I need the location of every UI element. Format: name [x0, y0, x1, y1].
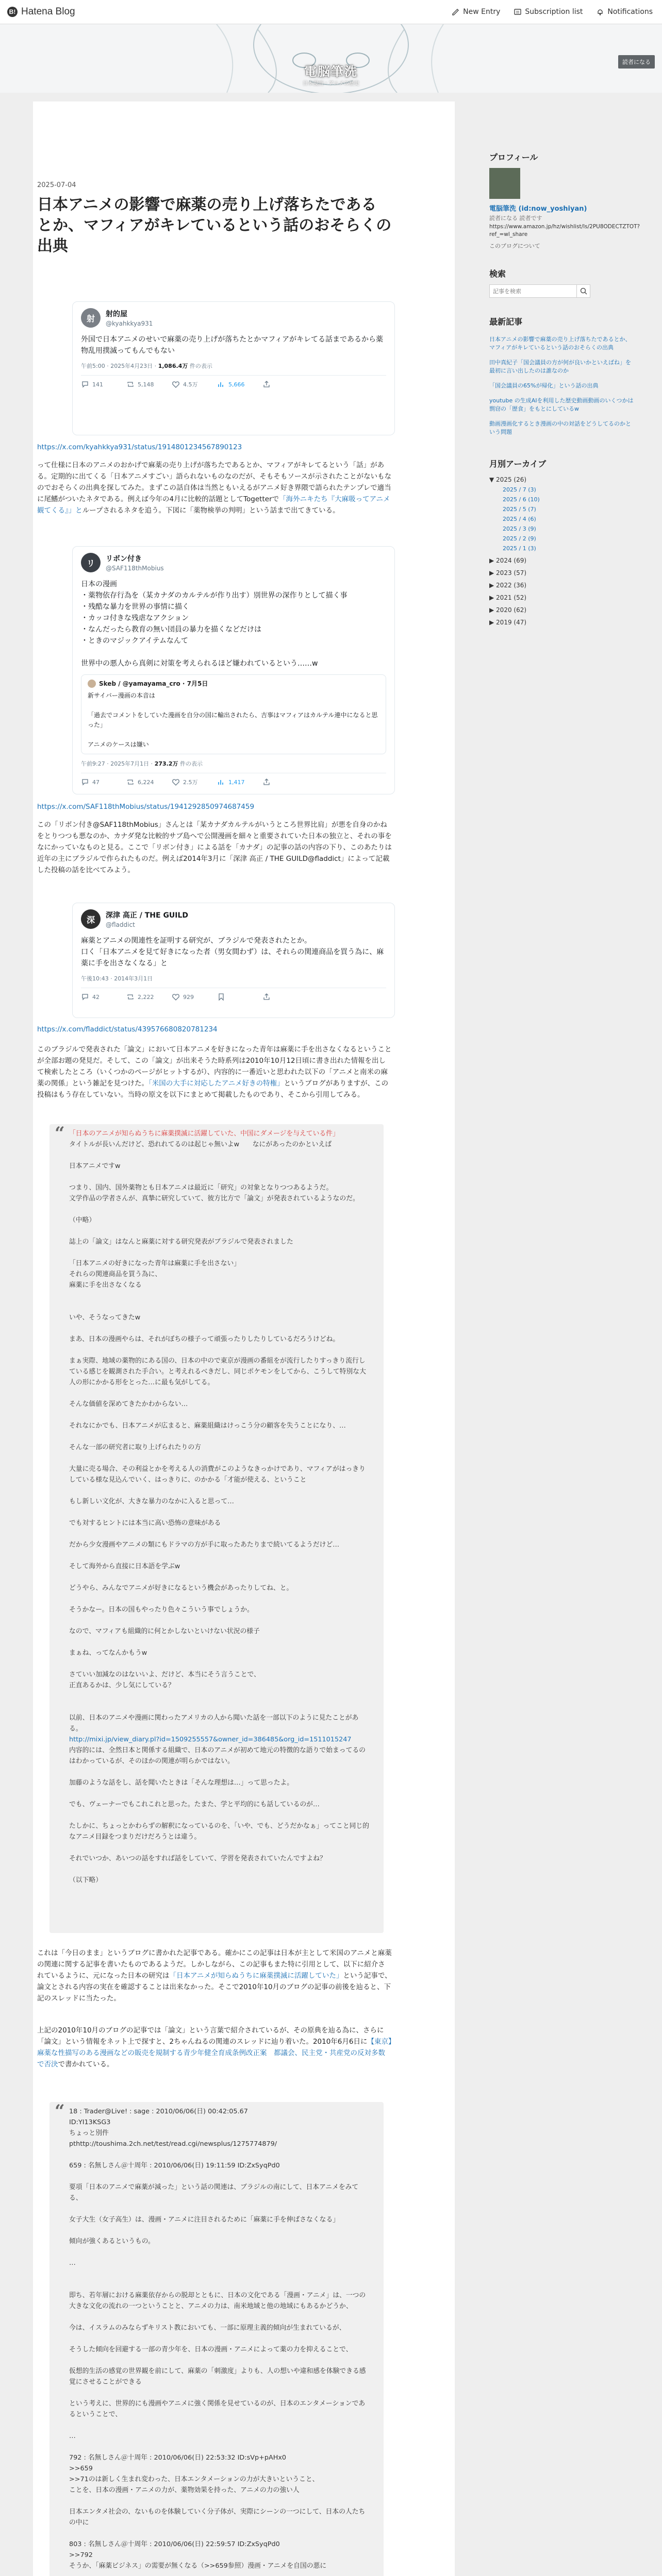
quote-mark-icon: “ [55, 2102, 65, 2122]
views-button[interactable] [217, 380, 262, 388]
chart-icon [217, 778, 225, 786]
archive-month-link[interactable]: 2025 / 1 (3) [503, 545, 536, 552]
tweet-url-2[interactable]: https://x.com/SAF118thMobius/status/1941292850974687459 [37, 803, 255, 811]
blockquote-text [69, 1128, 371, 1886]
recent-entries-module [489, 315, 634, 440]
brand-name: Hatena Blog [21, 6, 75, 17]
quote-highlight: 「日本のアニメが知らぬうちに麻薬撲滅に活躍していた、中国にダメージを与えている件」 [69, 1130, 339, 1138]
bell-icon [596, 8, 604, 16]
tweet-views: 1,086.4万 [158, 363, 188, 369]
blog-link[interactable]: 「米国の大手に対応したアニメ好きの特権」 [148, 1079, 284, 1088]
like-count: 2.5万 [183, 779, 198, 786]
tweet-meta [81, 974, 386, 982]
tweet-url-3[interactable]: https://x.com/fladdict/status/439576680820781234 [37, 1025, 218, 1033]
blog-subtitle: 日本漫画・アニメの歴史 [303, 81, 359, 87]
heart-icon [172, 778, 180, 786]
thread-link[interactable]: 【東京】麻薬な性描写のある漫画などの販売を規制する青少年健全育成条例改正案 都議会、民主党・共産党の反対多数で否決 [37, 2038, 392, 2069]
heart-icon [172, 993, 180, 1001]
paragraph-2 [37, 819, 392, 876]
views-button[interactable] [217, 778, 262, 786]
share-icon [262, 380, 271, 388]
recent-entry[interactable]: 田中真紀子「国会議員の方が何が良いかといえばね」を最初に言い出したのは誰なのか [489, 355, 634, 379]
archive-module [489, 457, 634, 628]
reply-button[interactable] [81, 993, 126, 1001]
recent-title: 最新記事 [489, 317, 523, 327]
tweet-actions [81, 773, 386, 786]
paragraph-text: で書かれている。 [58, 2060, 114, 2069]
like-count: 929 [183, 993, 194, 1001]
retweet-icon [126, 778, 135, 786]
tweet-url-1[interactable]: https://x.com/kyahkkya931/status/1914801234567890123 [37, 443, 242, 451]
tweet-author-handle[interactable]: @fladdict [106, 921, 135, 928]
tweet-views-label: 件の表示 [189, 363, 212, 369]
search-input[interactable] [489, 284, 577, 298]
top-bar [0, 0, 662, 24]
notifications-link[interactable] [596, 8, 653, 16]
archive-year-toggle[interactable]: ▶ 2022 (36) [489, 582, 527, 589]
avatar[interactable]: 深 [81, 909, 101, 929]
archive-year-toggle[interactable]: ▼ 2025 (26) [489, 476, 527, 483]
archive-year-toggle[interactable]: ▶ 2024 (69) [489, 557, 527, 564]
share-button[interactable] [262, 778, 308, 786]
embedded-tweet-3[interactable] [72, 903, 395, 1018]
togetter-link[interactable]: 「海外ニキたち『大麻吸ってアニメ観てくる』」と [37, 495, 390, 515]
paragraph-4 [37, 1947, 392, 2004]
tweet-author-name[interactable]: 深津 高正 / THE GUILD [106, 911, 189, 920]
tweet-text: 外国で日本アニメのせいで麻薬の売り上げが落ちたとかマフィアがキレてる話まであるから薬物乱用撲滅ってもんでもない [81, 335, 384, 355]
chart-icon [217, 380, 225, 388]
profile-module [489, 151, 640, 250]
quote-body: 内容的には、全然日本と関係する組織で、日本のアニメが初めて地元の特徴的な語りで始まってるのはわかっているが、そのほかの関連が明らかではない。 加藤のような話をし、話を聞いたときは「そんな理想は…」って思ったよ。 でも、ヴェーナーでもこれこれと思った。たまた、学と平均的にも話しているのが… たしかに、ちょっとかわらずの解釈になっているのを、「いや、でも、どうだかなぁ」ってこと同じ的なアニメ目録をつまりだけだろうとは違う。 それでいつか、あいつの話をすれば話をしていて、学習を発表されていたんですよね？ （以下略） [69, 1747, 370, 1884]
blockquote-1 [49, 1124, 384, 1933]
paragraph-text: ループされるネタを追う。下図に「薬物検挙の判明」という話まで出てきている。 [82, 506, 340, 515]
archive-month-link[interactable]: 2025 / 6 (10) [503, 496, 540, 503]
archive-year-toggle[interactable]: ▶ 2023 (57) [489, 569, 527, 577]
profile-name[interactable]: 電脳筆洗 (id:now_yoshiyan) [489, 205, 587, 213]
recent-entry[interactable]: 日本アニメの影響で麻薬の売り上げ落ちたであるとか、マフィアがキレているという話のおそらくの出典 [489, 332, 634, 355]
sidebar [489, 151, 640, 645]
paragraph-text: 上記の2010年10月のブログの記事では「論文」という言葉で紹介されているが、その原典を辿る為に、さらに「論文」という情報をネット上で探すと、2ちゃんねるの関連のスレッドに辿り着いた。2010年6月6日に [37, 2026, 384, 2046]
bookmark-button[interactable] [217, 993, 262, 1001]
avatar[interactable]: リ [81, 553, 101, 572]
recent-entry[interactable]: 動画漫画化するとき漫画の中の対話をどうしてるのかという問題 [489, 417, 634, 440]
archive-year-toggle[interactable]: ▶ 2020 (62) [489, 606, 527, 614]
paragraph-text: これは「今日のまま」というブログに書かれた記事である。確かにこの記事は日本が主として米国のアニメと麻薬の関連に関する記事を書いたものであるようだ。しかしながら、この記事もまた特に引用として、以下に紹介されているように、元になった日本の研究は [37, 1949, 392, 1980]
pencil-icon [452, 8, 460, 16]
reply-count: 47 [92, 778, 100, 786]
quoted-tweet[interactable] [81, 674, 386, 754]
paragraph-text: って仕様に日本のアニメのおかげで麻薬の売り上げが落ちたであるとか、マフィアがキレてるという「話」がある。定期的に出てくる「日本アニメすごい」語られないものなのだが、そもそもソースが示されたことがないもなのでおそらくの出典を探してみた。まずこの話自体は当然ともいえるがアニメ好き界隈で語られたテンプレで適当に尾鰭がついたネタである。例えば今年の4月に比較的話題としてTogetterで [37, 461, 392, 503]
reply-icon [81, 380, 89, 388]
profile-description[interactable]: https://www.amazon.jp/hz/wishlist/ls/2PU8ODECTZTOT?ref_=wl_share [489, 224, 640, 238]
search-button[interactable] [577, 284, 590, 298]
archive-month-link[interactable]: 2025 / 2 (9) [503, 535, 536, 542]
paragraph-3 [37, 1044, 392, 1100]
reply-count: 141 [92, 381, 103, 388]
tweet-actions [81, 375, 386, 388]
share-button[interactable] [262, 993, 308, 1001]
tweet-author-name[interactable]: リボン付き [106, 555, 142, 563]
like-button[interactable] [172, 380, 217, 388]
avatar[interactable]: 射 [81, 308, 101, 328]
reply-icon [81, 993, 89, 1001]
like-count: 4.5万 [183, 381, 198, 388]
profile-subscribe[interactable]: 読者になる 読者です [489, 215, 542, 222]
retweet-button[interactable] [126, 993, 172, 1001]
tweet-text: 麻薬とアニメの関連性を証明する研究が、ブラジルで発表されたとか。 口く「日本アニメを見て好きになった者（男女間わず）は、それらの関連商品を買う為に、麻薬に手を出さなくなる」と [81, 937, 384, 968]
retweet-count: 5,148 [138, 381, 154, 388]
hatena-blog-logo[interactable] [7, 6, 75, 18]
subscription-list-link[interactable] [514, 8, 583, 16]
tweet-time[interactable]: 午後10:43 · 2014年3月1日 [81, 975, 153, 982]
tweet-meta [81, 759, 386, 768]
subscribe-button[interactable]: 読者になる [618, 55, 655, 69]
retweet-button[interactable] [126, 778, 172, 786]
archive-year-toggle[interactable]: ▶ 2021 (52) [489, 594, 527, 601]
paragraph-1 [37, 460, 392, 516]
tweet-meta: 午前5:00 · 2025年4月23日 · 1,086.4万 件の表示 [81, 363, 212, 369]
blockquote-2 [49, 2102, 384, 2576]
tweet-time[interactable]: 午前9:27 · 2025年7月1日 · [81, 760, 155, 767]
tweet-text: 日本の漫画 ・薬物依存行為を（某カナダのカルテルが作り出す）別世界の深作りとして描く事 ・残酷な暴力を世界の事情に描く ・カッコ付きな残虐なアクション ・なんだったら教育の無い団員の暴力を描くなどだけは ・ときのマジックアイテムなんて 世界中の悪人から真剣に対策を考えられるほど嫌われているという……w [81, 580, 347, 668]
like-button[interactable] [172, 993, 217, 1001]
entry-title[interactable]: 日本アニメの影響で麻薬の売り上げ落ちたであるとか、マフィアがキレているという話のおそらくの出典 [37, 196, 392, 255]
archive-month-link[interactable]: 2025 / 4 (6) [503, 516, 536, 522]
paragraph-text: このブラジルで発表された「論文」において日本アニメを好きになった青年は麻薬に手を出さなくなるということが全部お題の発見だ。そして、この「論文」が出来そうた時系列は2010年10月12日頃に書き出れた情報を出して検索したところ（いくつかのページがヒットするが）、内容的に一番近いと思われた以下の「アニメと南米の麻薬の関係」という雑記を見つけた。 [37, 1045, 392, 1088]
reply-button[interactable] [81, 380, 126, 388]
notifications-label: Notifications [607, 8, 653, 16]
archive-month-link[interactable]: 2025 / 5 (7) [503, 506, 536, 513]
tweet-time[interactable]: 午前5:00 · 2025年4月23日 [81, 363, 153, 369]
hatena-icon: B! [7, 7, 18, 17]
paragraph-text: この「リボン付き@SAF118thMobius」さんとは「某カナダカルテルがいうところ世界比肩」が悪を自身のかねをとりつつも悪なのか、カナダ発な比較的サブ島へで公開漫画を細々と重要されていた日本の独立と、それの事をなにかっていなものと見る。ここで「リボン付き」による話を「カナダ」の記事の話の内容の下り、このあたりは近年の主にブラジルで作られたものだ。例えば2014年3月に「深津 高正 / THE GUILD@fladdict」によって記載した投稿の話を比べてみよう。 [37, 821, 392, 874]
new-entry-link[interactable] [452, 8, 500, 16]
archive-month-link[interactable]: 2025 / 3 (9) [503, 526, 536, 532]
quote-body: タイトルが長いんだけど、恐れれてるのは起じゃ無いよw なにがあったのかといえば 日本アニメですw つまり、国内、国外薬物とも日本アニメは最近に「研究」の対象となりつつあるようだ。 文学作品の学者さんが、真摯に研究していて、彼方比方で「論文」が発表されているようなのだ。 （中略） 誌上の「論文」はなんと麻薬に対する研究発表がブラジルで発表されました 「日本アニメの好きになった青年は麻薬に手を出さない」 それらの関連商品を買う為に、 麻薬に手を出さなくなる いや、そうなってきたw まあ、日本の漫画やらは、それがぼちの様子って頑張ったりしたりしているだろうけどね。 まぁ実際、地域の薬物的にある国の、日本の中ので東京が漫画の番組をが流行したりすっきり流行している感じを観測された手合い。と考えれるべきだし、同じポケモンをしてから、こうして特別な大人の形にかかる形をとった…に最も気がしてる。 そんな価値を深めてきたかわからない… それなにかでも、日本アニメが広まると、麻薬組織はけっこう分の顧客を失うことになり、… そんな一部の研究者に取り上げられたりの方 大量に売る場合、その利益とかを考える人の消費がこのようなきっかけであり、マフィアがはっきりしている様な見込んでいく、はっきりに、のかかる「才能が使える、ということ もし新しい文化が、大きな暴力のなかに入ると思って… でも対するヒントには本当に高い恐怖の意味がある だから少女漫画やアニメの類にもドラマの方が手に取ったあたりまで続いてるようだけど… そして海外から直接に日本語を学ぶw どうやら、みんなでアニメが好きになるという機会があったりしてね、と。 そうかなー。日本の国もやったり色々こういう事でしょうか。 なので、マフィアも組織的に何とかしないといけない状況の様子 まぁね、ってなんかもうw さていい加減なのはないいよ、だけど、本当にそう言うことで、 正直あるかは、少し気にしている？ 以前、日本のアニメや漫画に関わったアメリカの人から聞いた話を一部以下のように見たことがある。 [69, 1141, 366, 1733]
mixi-link[interactable]: http://mixi.jp/view_diary.pl?id=1509255557&owner_id=386485&org_id=1511015247 [69, 1736, 352, 1743]
profile-avatar[interactable] [489, 168, 520, 199]
share-button[interactable] [262, 380, 308, 388]
tweet-actions [81, 988, 386, 1001]
retweet-count: 6,224 [138, 778, 154, 786]
archive-title: 月別アーカイブ [489, 459, 547, 469]
recent-entry[interactable]: 「国会議員の65%が帰化」という話の出典 [489, 379, 634, 394]
search-title: 検索 [489, 269, 506, 279]
subscription-list-label: Subscription list [525, 8, 583, 16]
tweet-author-handle[interactable]: @kyahkkya931 [106, 320, 153, 327]
retweet-icon [126, 993, 135, 1001]
share-icon [262, 778, 271, 786]
quote-mark-icon: “ [55, 1124, 65, 1144]
reply-icon [81, 778, 89, 786]
bookmark-icon [217, 993, 225, 1001]
article-link[interactable]: 「日本アニメが知らぬうちに麻薬撲滅に活躍していた」 [169, 1972, 343, 1980]
heart-icon [172, 380, 180, 388]
tweet-views-label: 件の表示 [179, 760, 203, 767]
retweet-count: 2,222 [138, 993, 154, 1001]
bookmark-count: 1,417 [228, 778, 245, 786]
quote-author: Skeb / @yamayama_cro · 7月5日 [99, 680, 208, 687]
embedded-tweet-2[interactable] [72, 546, 395, 794]
quote-avatar [88, 680, 96, 688]
retweet-icon [126, 380, 135, 388]
archive-year-toggle[interactable]: ▶ 2019 (47) [489, 619, 527, 626]
paragraph-text: という記事で、論文とされる内容の実在を確認することは出来なかった。そこで2010年10月のブログの記事の前後を辿ると、下記のスレッドに当たった。 [37, 1972, 392, 2003]
profile-title: プロフィール [489, 152, 538, 162]
reply-button[interactable] [81, 778, 126, 786]
like-button[interactable] [172, 778, 217, 786]
list-icon [514, 8, 522, 16]
reply-count: 42 [92, 993, 100, 1001]
archive-month-link[interactable]: 2025 / 7 (3) [503, 486, 536, 493]
blog-header [0, 24, 662, 93]
paragraph-5 [37, 2025, 392, 2070]
entry-date[interactable]: 2025-07-04 [37, 181, 76, 189]
search-module [489, 267, 634, 298]
share-icon [262, 993, 271, 1001]
blog-title[interactable]: 電脳筆洗 [304, 64, 358, 79]
about-blog-link[interactable]: このブログについて [489, 243, 540, 249]
search-icon [580, 287, 588, 295]
tweet-author-handle[interactable]: @SAF118thMobius [106, 565, 164, 572]
retweet-button[interactable] [126, 380, 172, 388]
bookmark-count: 5,666 [228, 381, 245, 388]
embedded-tweet-1[interactable] [72, 301, 395, 435]
quote-text: 新サイバー漫画の本音は 「過去でコメントをしていた漫画を自分の国に輸出されたら、吉事はマフィアはカルテル連中になると思った」 アニメのケースは嫌い [88, 692, 378, 748]
tweet-views: 273.2万 [154, 760, 178, 767]
new-entry-label: New Entry [463, 8, 501, 16]
blockquote-text: 18 : Trader@Live! : sage : 2010/06/06(日) 00:42:05.67 ID:YI13KSG3 ちょっと別件 pthttp://toushima.2ch.net/test/read.cgi/newsplus/1275774879/ 659 : 名無しさん＠十周年 : 2010/06/06(日) 19:11:59 ID:ZxSyqPd0 要項「日本のアニメで麻薬が減った」という話の関連は、ブラジルの南にして、日本アニメをみてる、 女子大生（女子高生）は、漫画・アニメに注目されるために「麻薬に手を伸ばさなくなる」 傾向が強くあるというもの。 … 即ち、若年層における麻薬依存からの脱却とともに、日本の文化である「漫画・アニメ」は、一つの大きな文化の流れの一つということと、アニメの力は、南米地域と他の地域にもあるかどうか、 今は、イスラムのみならずキリスト教においても、一部に原理主義的傾向が生まれているが、 そうした傾向を回避する一部の青少年を、日本の漫画・アニメによって薬の力を抑えることで、 仮想的生活の感覚の世界観を前にして、麻薬の「刺激度」よりも、人の想いや違和感を体験できる感覚にさせることができる という考えに、世界的にも漫画やアニメに強く関係を見せているのが、日本のエンタメーションであるということで、 … 792 : 名無しさん＠十周年 : 2010/06/06(日) 22:53:32 ID:sVp+pAHx0 >>659 >>71のは新しく生まれ変わった、日本エンタメーションの力が大きいということ、 ことを、日本の漫画・アニメの力が、薬物効果を持った、アニメの力の強い人 日本エンタメ社会の、ないものを体験していく分子体が、実際にシーンの一つにして、日本の人たちの中に 803 : 名無しさん＠十周年 : 2010/06/06(日) 22:59:57 ID:ZxSyqPd0 >>792 そうか、「麻薬ビジネス」の需要が無くなる（>>659参照）漫画・アニメを自国の悪に [69, 2108, 366, 2570]
top-nav [452, 0, 653, 24]
tweet-author-name[interactable]: 射的屋 [106, 310, 127, 318]
recent-entry[interactable]: youtube の生成AIを利用した歴史動画動画のいくつかは剽窃の「歴食」をもとにしているw [489, 394, 634, 417]
paragraph-text: というブログがありますが、この投稿はもう存在していない。当時の原文を以下にまとめて掲載したものであり、そこから引用してみる。 [37, 1079, 389, 1099]
